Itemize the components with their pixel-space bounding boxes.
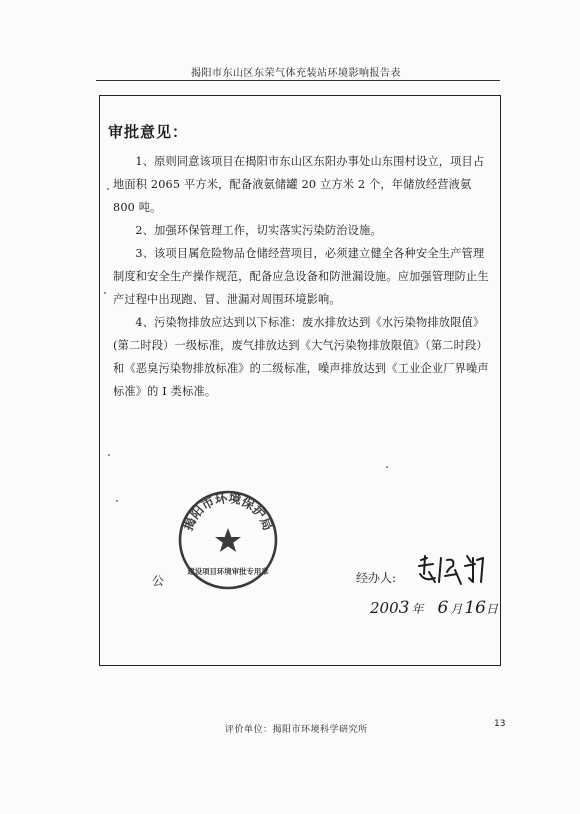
opinion-item-4: 4、污染物排放应达到以下标准：废水排放达到《水污染物排放限值》(第二时段）一级标准，废气排放达到《大气污染物排放限值》（第二时段）和《恶臭污染物排放标准》的二级标准，噪声排放达到《工业企业厂界噪声标准》的 I 类标准。 [113, 316, 489, 398]
date-month: 6 [437, 598, 449, 618]
opinion-item-3: 3、该项目属危险物品仓储经营项目，必须建立健全各种安全生产管理制度和安全生产操作规范，配备应急设备和防泄漏设施。应加强管理防止生产过程中出现跑、冒、泄漏对周围环境影响。 [113, 247, 489, 306]
header-rule [96, 80, 500, 81]
gong-label: 公 [152, 574, 165, 588]
date-year-prefix: 200 [370, 599, 399, 617]
official-seal [176, 488, 280, 592]
opinion-item-2: 2、加强环保管理工作，切实落实污染防治设施。 [135, 224, 382, 237]
handler-label: 经办人: [356, 571, 397, 585]
opinion-item-1: 1、原则同意该项目在揭阳市东山区东阳办事处山东围村设立，项目占地面积 2065 平方米，配备液氨储罐 20 立方米 2 个，年储放经营液氨 800 吨。 [113, 155, 485, 214]
scan-speck [116, 500, 118, 502]
page-header: 揭阳市东山区东荣气体充装站环境影响报告表 [191, 68, 401, 79]
handwritten-signature [411, 552, 501, 588]
page-number: 13 [494, 719, 506, 729]
opinion-body [113, 150, 491, 403]
date-month-label: 月 [450, 602, 463, 616]
scan-speck [107, 188, 109, 190]
date-day: 16 [464, 598, 486, 618]
approval-date [370, 598, 498, 618]
date-day-label: 日 [485, 602, 498, 616]
seal-text: 揭阳市环境保护局 [180, 490, 276, 533]
seal-subtext: 建设项目环境审批专用章 [187, 567, 269, 576]
date-year-label: 年 [411, 602, 424, 616]
date-year-digit: 3 [398, 598, 410, 618]
seal-star [215, 528, 241, 552]
page-footer: 评价单位：揭阳市环境科学研究所 [225, 725, 368, 735]
scan-speck [108, 454, 110, 456]
scan-speck [386, 466, 388, 468]
scan-speck [104, 292, 106, 294]
section-title: 审批意见： [108, 123, 189, 141]
